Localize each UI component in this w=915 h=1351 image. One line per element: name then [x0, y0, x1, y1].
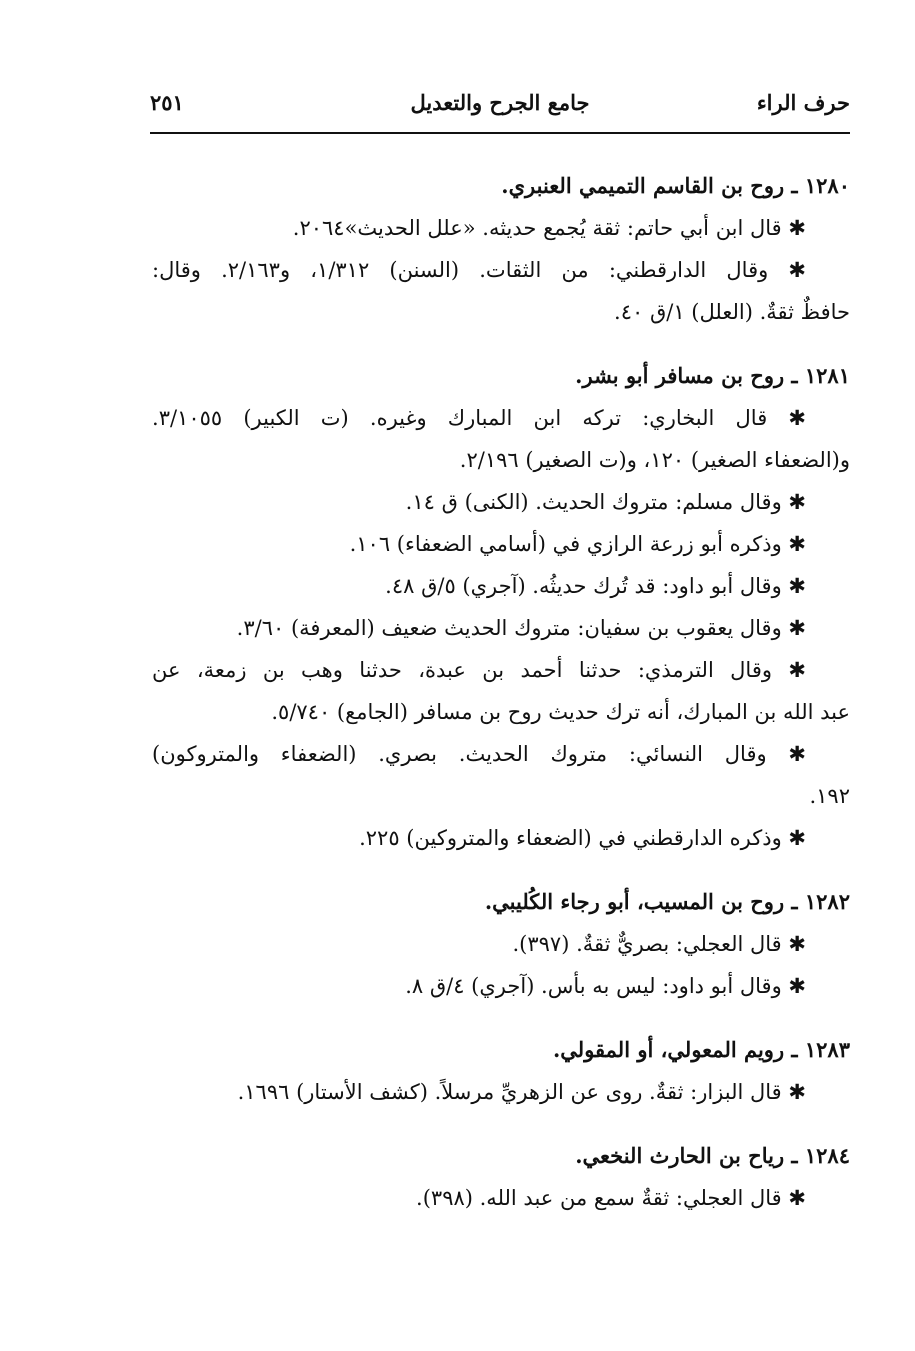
citation-line: ✱ وقال الترمذي: حدثنا أحمد بن عبدة، حدثنا وهب بن زمعة، عن [152, 658, 806, 682]
running-header [150, 86, 850, 126]
header-rule [150, 132, 850, 134]
book-title: جامع الجرح والتعديل [410, 90, 590, 115]
citation-line: ✱ وذكره الدارقطني في (الضعفاء والمتروكين) ٢٢٥. [359, 826, 806, 850]
citation-line: ✱ وقال مسلم: متروك الحديث. (الكنى) ق ١٤. [405, 490, 806, 514]
entry-heading: ١٢٨٣ ـ رويم المعولي، أو المقولي. [552, 1037, 850, 1062]
continuation-line: و(الضعفاء الصغير) ١٢٠، و(ت الصغير) ٢/١٩٦. [459, 448, 850, 472]
citation-line: ✱ وقال أبو داود: قد تُرك حديثُه. (آجري) ٥/ق ٤٨. [385, 574, 806, 598]
continuation-line: ١٩٢. [809, 784, 850, 808]
narrator-entry [152, 1029, 850, 1113]
chapter-title: حرف الراء [756, 90, 850, 115]
citation-line: ✱ وقال يعقوب بن سفيان: متروك الحديث ضعيف (المعرفة) ٣/٦٠. [236, 616, 806, 640]
citation-line: ✱ قال العجلي: بصريٌّ ثقةٌ. (٣٩٧). [512, 932, 806, 956]
citation-line: ✱ وقال الدارقطني: من الثقات. (السنن) ١/٣١٢، و٢/١٦٣. وقال: [152, 258, 806, 282]
narrator-entry [152, 1135, 850, 1219]
entry-heading: ١٢٨٢ ـ روح بن المسيب، أبو رجاء الكُليبي. [484, 889, 850, 914]
narrator-entry [152, 355, 850, 859]
narrator-entry [152, 165, 850, 333]
continuation-line: عبد الله بن المبارك، أنه ترك حديث روح بن مسافر (الجامع) ٥/٧٤٠. [271, 700, 850, 724]
citation-line: ✱ قال البزار: ثقةٌ. روى عن الزهريِّ مرسلاً. (كشف الأستار) ١٦٩٦. [237, 1080, 806, 1104]
entry-heading: ١٢٨١ ـ روح بن مسافر أبو بشر. [575, 363, 850, 388]
page-body [152, 165, 850, 1241]
citation-line: ✱ قال البخاري: تركه ابن المبارك وغيره. (ت الكبير) ٣/١٠٥٥. [152, 406, 806, 430]
continuation-line: حافظٌ ثقةٌ. (العلل) ١/ق ٤٠. [614, 300, 850, 324]
narrator-entry [152, 881, 850, 1007]
citation-line: ✱ وذكره أبو زرعة الرازي في (أسامي الضعفاء) ١٠٦. [349, 532, 806, 556]
page-number: ٢٥١ [150, 90, 184, 115]
citation-line: ✱ قال العجلي: ثقةٌ سمع من عبد الله. (٣٩٨). [416, 1186, 806, 1210]
entry-heading: ١٢٨٤ ـ رياح بن الحارث النخعي. [575, 1143, 850, 1168]
citation-line: ✱ وقال أبو داود: ليس به بأس. (آجري) ٤/ق ٨. [405, 974, 806, 998]
citation-line: ✱ وقال النسائي: متروك الحديث. بصري. (الضعفاء والمتروكون) [152, 742, 806, 766]
entry-heading: ١٢٨٠ ـ روح بن القاسم التميمي العنبري. [501, 173, 850, 198]
citation-line: ✱ قال ابن أبي حاتم: ثقة يُجمع حديثه. «علل الحديث»٢٠٦٤. [292, 216, 806, 240]
